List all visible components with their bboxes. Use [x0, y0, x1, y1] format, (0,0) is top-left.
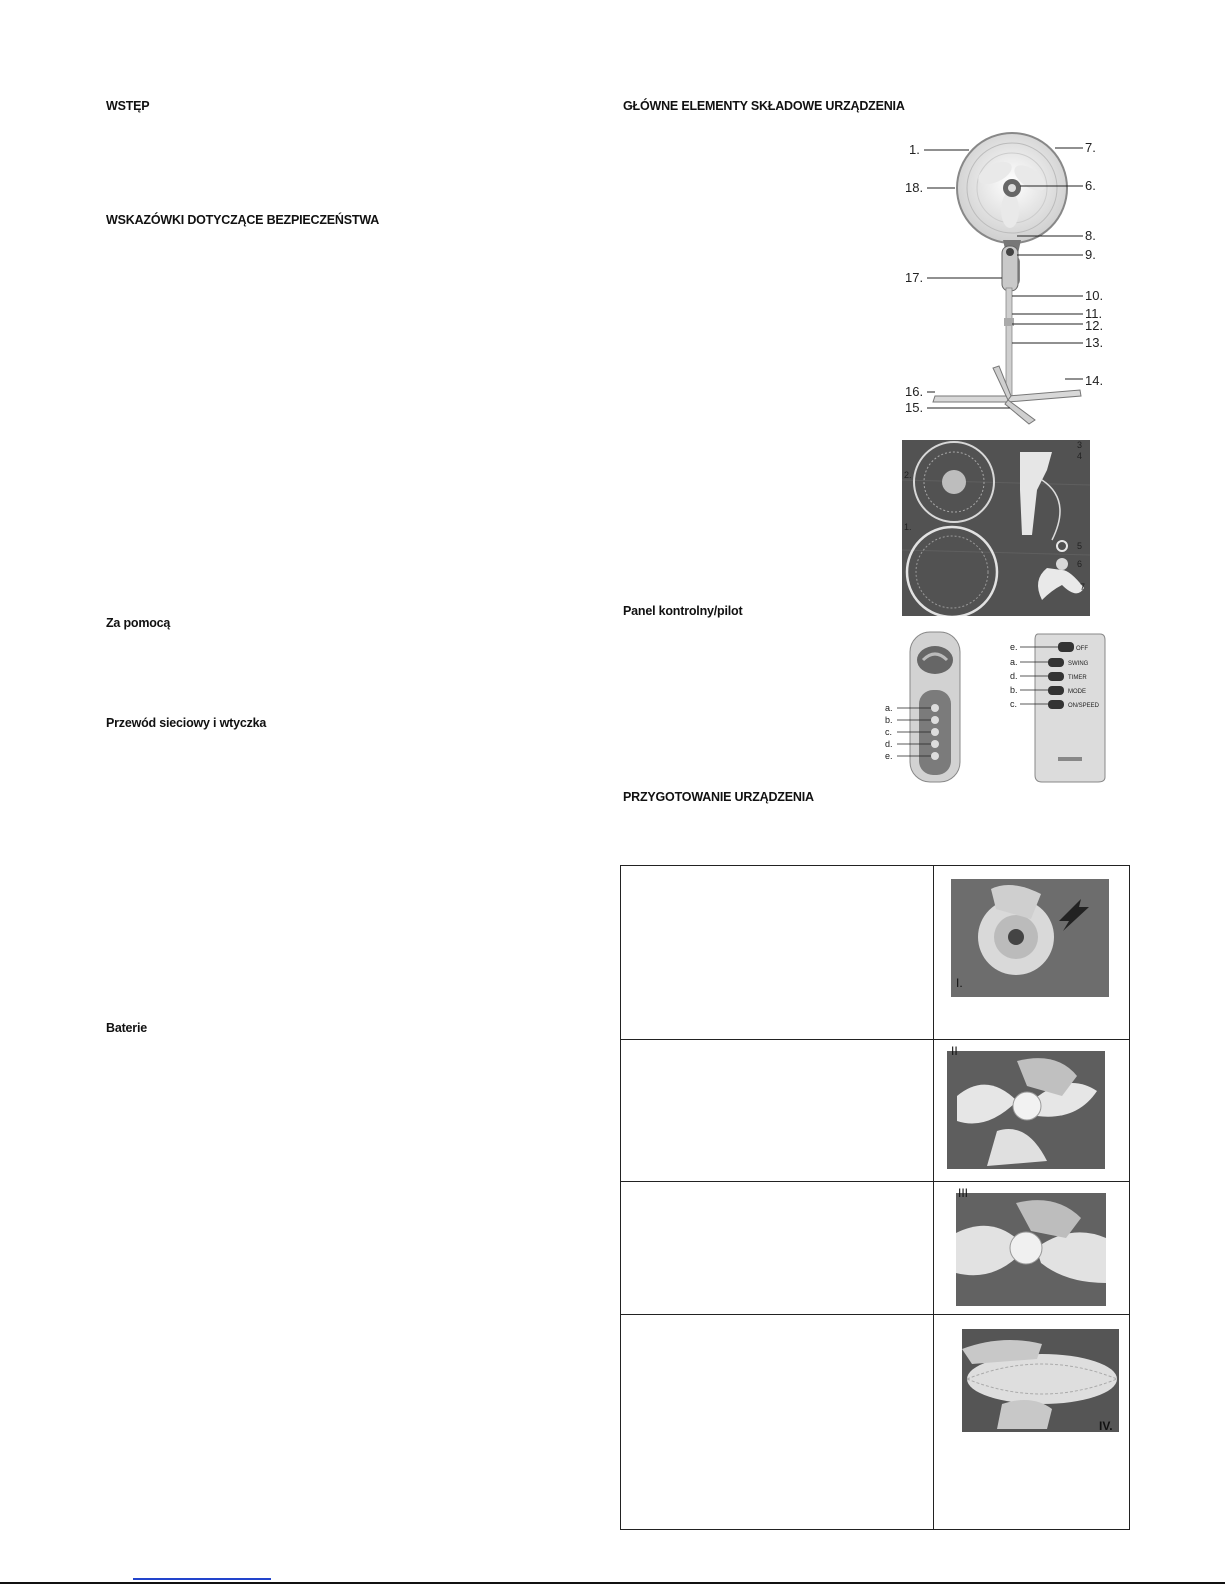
heading-safety: WSKAZÓWKI DOTYCZĄCE BEZPIECZEŃSTWA	[106, 213, 380, 227]
parts-callout-6: 6	[1077, 559, 1083, 569]
remote-callout-d: d.	[1010, 671, 1018, 681]
table-divider	[933, 866, 934, 1529]
step-1-photo	[951, 879, 1109, 997]
row-divider-1	[621, 1039, 1129, 1040]
fan-diagram	[905, 128, 1130, 433]
callout-1: 1.	[909, 142, 920, 157]
callout-8: 8.	[1085, 228, 1096, 243]
panel-callout-c: c.	[885, 727, 893, 737]
heading-panel: Panel kontrolny/pilot	[623, 604, 743, 618]
callout-12: 12.	[1085, 318, 1104, 333]
step-1-label: I.	[956, 976, 963, 990]
remote-btn-off: OFF	[1076, 646, 1088, 652]
remote-diagram	[1010, 632, 1115, 787]
callout-7: 7.	[1085, 140, 1096, 155]
parts-callout-3: 3	[1077, 440, 1083, 450]
row-divider-3	[621, 1314, 1129, 1315]
panel-callout-d: d.	[885, 739, 893, 749]
step-3-label: III	[958, 1186, 969, 1200]
heading-prep: PRZYGOTOWANIE URZĄDZENIA	[623, 790, 814, 804]
callout-16: 16.	[905, 384, 924, 399]
heading-power-cord: Przewód sieciowy i wtyczka	[106, 716, 267, 730]
callout-14: 14.	[1085, 373, 1104, 388]
parts-callout-7: 7	[1080, 582, 1086, 592]
callout-9: 9.	[1085, 247, 1096, 262]
callout-15: 15.	[905, 400, 924, 415]
parts-callout-5: 5	[1077, 541, 1083, 551]
footer-link-underline[interactable]	[133, 1578, 271, 1580]
parts-photo	[902, 440, 1090, 616]
step-2-drawing	[947, 1051, 1105, 1169]
parts-callout-4: 4	[1077, 451, 1083, 461]
row-divider-2	[621, 1181, 1129, 1182]
callout-6: 6.	[1085, 178, 1096, 193]
heading-intro: WSTĘP	[106, 99, 150, 113]
parts-photo-drawing	[902, 440, 1090, 616]
callout-11: 11.	[1085, 306, 1103, 321]
panel-callout-b: b.	[885, 715, 893, 725]
step-2-photo	[947, 1051, 1105, 1169]
remote-callout-b: b.	[1010, 685, 1018, 695]
remote-btn-swing: SWING	[1068, 661, 1089, 667]
step-3-drawing	[956, 1193, 1106, 1306]
remote-callout-e: e.	[1010, 642, 1018, 652]
control-panel-diagram	[885, 630, 985, 785]
assembly-table	[620, 865, 1130, 1530]
remote-callout-c: c.	[1010, 699, 1018, 709]
callout-17: 17.	[905, 270, 924, 285]
footer-rule	[0, 1582, 1225, 1584]
remote-btn-mode: MODE	[1068, 689, 1086, 695]
step-4-label: IV.	[1099, 1419, 1113, 1433]
heading-components: GŁÓWNE ELEMENTY SKŁADOWE URZĄDZENIA	[623, 99, 905, 113]
panel-callout-a: a.	[885, 703, 893, 713]
heading-batteries: Baterie	[106, 1021, 147, 1035]
heading-za-pomoca: Za pomocą	[106, 616, 171, 630]
callout-10: 10.	[1085, 288, 1104, 303]
panel-callout-e: e.	[885, 751, 893, 761]
step-4-drawing	[962, 1329, 1119, 1432]
step-3-photo	[956, 1193, 1106, 1306]
remote-callout-a: a.	[1010, 657, 1018, 667]
callout-18: 18.	[905, 180, 924, 195]
callout-13: 13.	[1085, 335, 1104, 350]
remote-btn-timer: TIMER	[1068, 675, 1087, 681]
parts-callout-1: 1.	[904, 522, 912, 532]
step-4-photo	[962, 1329, 1119, 1432]
step-2-label: II	[951, 1044, 958, 1058]
remote-btn-speed: ON/SPEED	[1068, 703, 1100, 709]
parts-callout-2: 2.	[904, 470, 912, 480]
step-1-drawing	[951, 879, 1109, 997]
